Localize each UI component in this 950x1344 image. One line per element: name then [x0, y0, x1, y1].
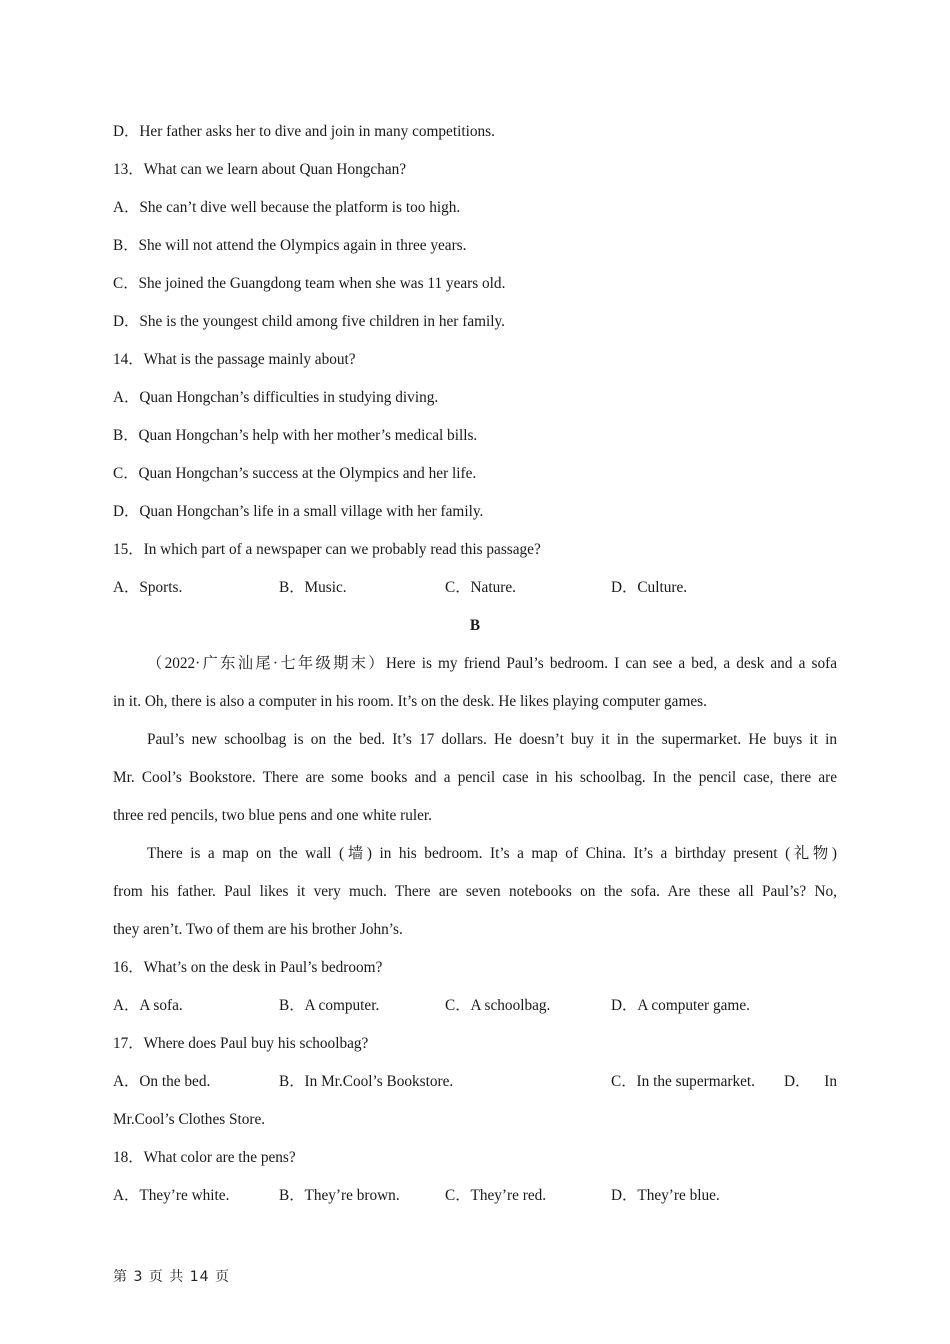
option-text: She is the youngest child among five children in her family.: [139, 313, 505, 330]
passage-p3-line2: from his father. Paul likes it very much. There are seven notebooks on the sofa. Are these all Paul’s? No,: [113, 883, 837, 900]
option-text: She joined the Guangdong team when she was 11 years old.: [138, 275, 506, 292]
option-text: In Mr.Cool’s Bookstore.: [304, 1073, 454, 1090]
option-label: B．: [113, 427, 139, 444]
option-label: D．: [611, 997, 638, 1014]
option-label: A．: [113, 1073, 140, 1090]
question-number: 14．: [113, 351, 144, 368]
option-label: C．: [445, 1187, 471, 1204]
q16-option-d: [611, 987, 777, 1025]
passage-p1-line2: in it. Oh, there is also a computer in his room. It’s on the desk. He likes playing computer games.: [113, 693, 707, 710]
option-text: Culture.: [637, 579, 688, 596]
option-label: B．: [279, 997, 305, 1014]
q18-option-c: [445, 1177, 611, 1215]
option-label: A．: [113, 389, 140, 406]
option-label: D．: [611, 1187, 638, 1204]
question-number: 17．: [113, 1035, 144, 1052]
question-number: 18．: [113, 1149, 144, 1166]
passage-text: Here is my friend Paul’s bedroom. I can see a bed, a desk and a sofa: [385, 655, 837, 672]
question-stem: What’s on the desk in Paul’s bedroom?: [143, 959, 383, 976]
passage-p3-line1: There is a map on the wall (墙) in his bedroom. It’s a map of China. It’s a birthday present (礼物): [147, 845, 837, 862]
option-text: Music.: [304, 579, 347, 596]
q16-option-a: [113, 987, 279, 1025]
question-stem: What can we learn about Quan Hongchan?: [143, 161, 407, 178]
option-text: Quan Hongchan’s difficulties in studying diving.: [139, 389, 439, 406]
q18-option-b: [279, 1177, 445, 1215]
passage-p2-line2: Mr. Cool’s Bookstore. There are some books and a pencil case in his schoolbag. In the pencil case, there are: [113, 769, 837, 786]
q18-option-a: [113, 1177, 279, 1215]
q17-options-row: [113, 1063, 837, 1101]
q13-option-c: [113, 265, 837, 303]
option-label: A．: [113, 1187, 140, 1204]
question-14-stem: [113, 341, 837, 379]
question-13-stem: [113, 151, 837, 189]
q13-option-b: [113, 227, 837, 265]
q17-option-a: [113, 1063, 210, 1101]
q17-option-d-continuation: Mr.Cool’s Clothes Store.: [113, 1111, 266, 1128]
passage-p2-line1: Paul’s new schoolbag is on the bed. It’s 17 dollars. He doesn’t buy it in the supermarket. He buys it in: [147, 731, 837, 748]
q16-option-b: [279, 987, 445, 1025]
q15-option-d: [611, 569, 777, 607]
option-text: They’re white.: [139, 1187, 230, 1204]
question-number: 13．: [113, 161, 144, 178]
question-15-stem: [113, 531, 837, 569]
page-content: [113, 113, 837, 1215]
q14-option-d: [113, 493, 837, 531]
option-text: On the bed.: [139, 1073, 211, 1090]
option-text: They’re blue.: [637, 1187, 720, 1204]
option-label: D．: [113, 123, 140, 140]
q16-option-c: [445, 987, 611, 1025]
option-label: C．: [113, 275, 139, 292]
option-text: Quan Hongchan’s help with her mother’s medical bills.: [138, 427, 478, 444]
option-label: D．: [611, 579, 638, 596]
q14-option-a: [113, 379, 837, 417]
option-label: C．: [113, 465, 139, 482]
question-17-stem: [113, 1025, 837, 1063]
q14-option-b: [113, 417, 837, 455]
question-number: 15．: [113, 541, 144, 558]
question-stem: What is the passage mainly about?: [143, 351, 356, 368]
q16-options-row: [113, 987, 837, 1025]
q17-option-d-text-start: In: [824, 1073, 837, 1090]
option-label: B．: [113, 237, 139, 254]
q17-option-c: [611, 1063, 755, 1101]
option-text: A computer.: [304, 997, 380, 1014]
option-text: She will not attend the Olympics again in three years.: [138, 237, 467, 254]
passage-p1-line1: [113, 645, 837, 683]
option-label: B．: [279, 1187, 305, 1204]
option-text: They’re red.: [470, 1187, 547, 1204]
question-stem: Where does Paul buy his schoolbag?: [143, 1035, 369, 1052]
q15-option-c: [445, 569, 611, 607]
page-footer: 第 3 页 共 14 页: [113, 1269, 230, 1285]
option-text: In the supermarket.: [636, 1073, 756, 1090]
option-label: A．: [113, 199, 140, 216]
option-text: Sports.: [139, 579, 183, 596]
option-text: They’re brown.: [304, 1187, 400, 1204]
option-text: She can’t dive well because the platform is too high.: [139, 199, 461, 216]
question-18-stem: [113, 1139, 837, 1177]
option-text: Quan Hongchan’s success at the Olympics and her life.: [138, 465, 477, 482]
question-number: 16．: [113, 959, 144, 976]
option-text: Her father asks her to dive and join in many competitions.: [139, 123, 495, 140]
passage-p2-line3: three red pencils, two blue pens and one white ruler.: [113, 807, 433, 824]
option-label: B．: [279, 1073, 305, 1090]
option-text: A sofa.: [139, 997, 183, 1014]
q13-option-d: [113, 303, 837, 341]
option-label: A．: [113, 579, 140, 596]
option-label: C．: [611, 1073, 637, 1090]
q18-options-row: [113, 1177, 837, 1215]
q13-option-a: [113, 189, 837, 227]
option-label: D．: [113, 503, 140, 520]
q12-option-d: [113, 113, 837, 151]
option-text: Nature.: [470, 579, 516, 596]
option-label: C．: [445, 579, 471, 596]
section-b-heading: B: [469, 617, 481, 634]
q18-option-d: [611, 1177, 777, 1215]
question-16-stem: [113, 949, 837, 987]
passage-p3-line3: they aren’t. Two of them are his brother John’s.: [113, 921, 403, 938]
q17-option-d-label: D．: [784, 1073, 811, 1090]
option-text: Quan Hongchan’s life in a small village with her family.: [139, 503, 484, 520]
option-label: B．: [279, 579, 305, 596]
question-stem: What color are the pens?: [143, 1149, 296, 1166]
option-label: D．: [113, 313, 140, 330]
option-label: A．: [113, 997, 140, 1014]
q15-option-b: [279, 569, 445, 607]
option-text: A computer game.: [637, 997, 750, 1014]
q17-option-b: [279, 1063, 453, 1101]
question-stem: In which part of a newspaper can we probably read this passage?: [143, 541, 541, 558]
passage-source: （2022·广东汕尾·七年级期末）: [147, 655, 386, 672]
q15-options-row: [113, 569, 837, 607]
option-label: C．: [445, 997, 471, 1014]
q15-option-a: [113, 569, 279, 607]
q14-option-c: [113, 455, 837, 493]
option-text: A schoolbag.: [470, 997, 551, 1014]
